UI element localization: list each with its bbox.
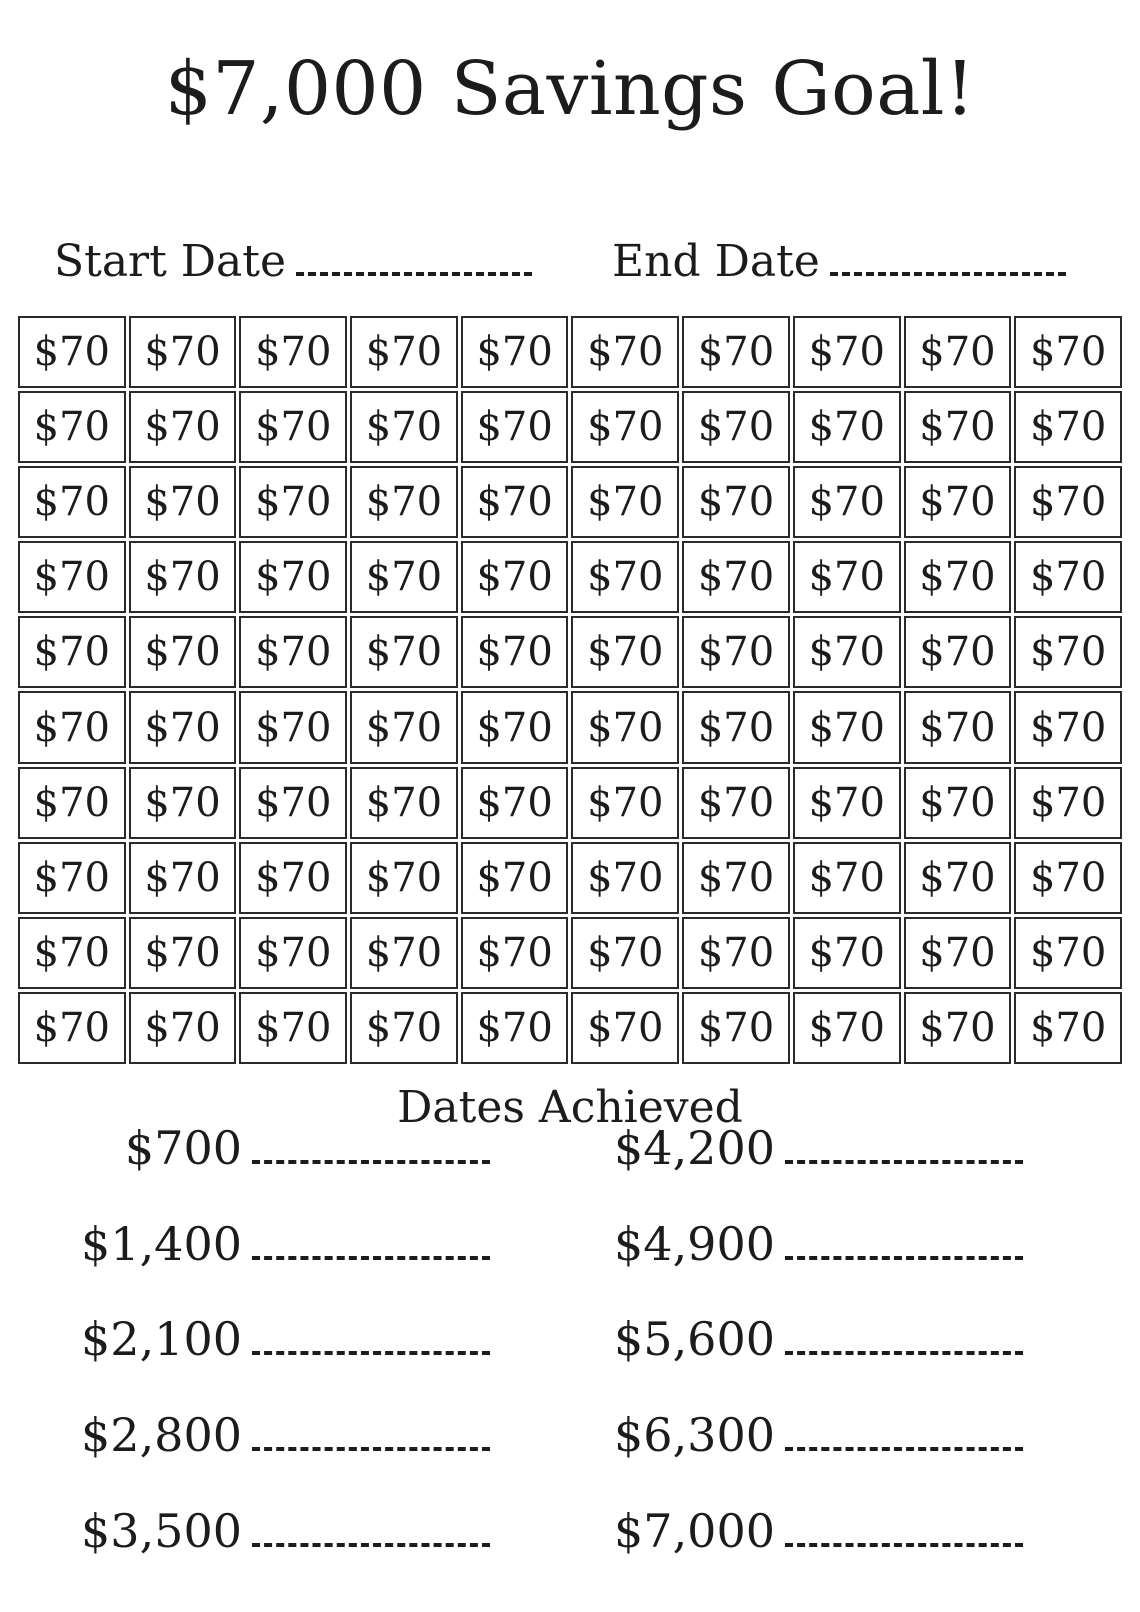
milestone-amount: $5,600 xyxy=(614,1312,775,1366)
savings-cell[interactable]: $70 xyxy=(350,767,458,839)
milestone-row xyxy=(60,1408,490,1462)
page-title: $7,000 Savings Goal! xyxy=(164,46,976,132)
savings-cell[interactable]: $70 xyxy=(350,842,458,914)
savings-cell[interactable]: $70 xyxy=(461,842,569,914)
savings-cell[interactable]: $70 xyxy=(350,616,458,688)
savings-cell[interactable]: $70 xyxy=(1014,391,1122,463)
savings-cell[interactable]: $70 xyxy=(350,691,458,763)
milestone-date-blank[interactable] xyxy=(785,1136,1023,1164)
savings-cell[interactable]: $70 xyxy=(904,992,1012,1064)
savings-cell[interactable]: $70 xyxy=(571,842,679,914)
savings-cell[interactable]: $70 xyxy=(18,691,126,763)
savings-cell[interactable]: $70 xyxy=(904,391,1012,463)
savings-cell[interactable]: $70 xyxy=(18,992,126,1064)
dates-achieved-heading: Dates Achieved xyxy=(397,1082,743,1133)
milestone-date-blank[interactable] xyxy=(785,1327,1023,1355)
milestone-date-blank[interactable] xyxy=(252,1327,490,1355)
savings-cell[interactable]: $70 xyxy=(129,842,237,914)
savings-cell[interactable]: $70 xyxy=(1014,842,1122,914)
savings-cell[interactable]: $70 xyxy=(461,391,569,463)
savings-cell[interactable]: $70 xyxy=(571,616,679,688)
savings-cell[interactable]: $70 xyxy=(904,466,1012,538)
milestone-date-blank[interactable] xyxy=(252,1232,490,1260)
milestone-date-blank[interactable] xyxy=(252,1423,490,1451)
savings-cell[interactable]: $70 xyxy=(239,691,347,763)
savings-cell[interactable]: $70 xyxy=(793,917,901,989)
savings-cell[interactable]: $70 xyxy=(571,917,679,989)
savings-cell[interactable]: $70 xyxy=(682,917,790,989)
savings-cell[interactable]: $70 xyxy=(793,541,901,613)
savings-cell[interactable]: $70 xyxy=(793,767,901,839)
savings-cell[interactable]: $70 xyxy=(461,691,569,763)
savings-cell[interactable]: $70 xyxy=(239,316,347,388)
savings-cell[interactable]: $70 xyxy=(1014,691,1122,763)
savings-cell[interactable]: $70 xyxy=(350,917,458,989)
savings-cell[interactable]: $70 xyxy=(18,541,126,613)
savings-cell[interactable]: $70 xyxy=(682,767,790,839)
savings-cell[interactable]: $70 xyxy=(682,691,790,763)
savings-cell[interactable]: $70 xyxy=(1014,316,1122,388)
milestone-amount: $2,800 xyxy=(81,1408,242,1462)
savings-cell[interactable]: $70 xyxy=(793,391,901,463)
milestone-row xyxy=(593,1504,1023,1558)
savings-cell[interactable]: $70 xyxy=(239,917,347,989)
milestone-date-blank[interactable] xyxy=(252,1519,490,1547)
savings-cell[interactable]: $70 xyxy=(239,616,347,688)
savings-cell[interactable]: $70 xyxy=(239,391,347,463)
milestone-amount: $4,900 xyxy=(614,1217,775,1271)
milestone-row xyxy=(593,1217,1023,1271)
savings-cell[interactable]: $70 xyxy=(129,466,237,538)
milestone-date-blank[interactable] xyxy=(252,1136,490,1164)
savings-cell[interactable]: $70 xyxy=(239,466,347,538)
savings-cell[interactable]: $70 xyxy=(571,391,679,463)
savings-cell[interactable]: $70 xyxy=(461,316,569,388)
savings-cell[interactable]: $70 xyxy=(793,466,901,538)
savings-cell[interactable]: $70 xyxy=(350,316,458,388)
savings-cell[interactable]: $70 xyxy=(129,541,237,613)
savings-cell[interactable]: $70 xyxy=(682,616,790,688)
savings-cell[interactable]: $70 xyxy=(904,767,1012,839)
savings-cell[interactable]: $70 xyxy=(350,541,458,613)
savings-cell[interactable]: $70 xyxy=(129,917,237,989)
milestone-date-blank[interactable] xyxy=(785,1519,1023,1547)
savings-cell[interactable]: $70 xyxy=(1014,466,1122,538)
savings-cell[interactable]: $70 xyxy=(571,691,679,763)
savings-cell[interactable]: $70 xyxy=(571,992,679,1064)
savings-cell[interactable]: $70 xyxy=(682,316,790,388)
savings-cell[interactable]: $70 xyxy=(239,767,347,839)
milestone-row xyxy=(60,1121,490,1175)
milestone-row xyxy=(60,1217,490,1271)
savings-cell[interactable]: $70 xyxy=(350,391,458,463)
milestone-row xyxy=(593,1121,1023,1175)
savings-cell[interactable]: $70 xyxy=(571,541,679,613)
savings-cell[interactable]: $70 xyxy=(1014,541,1122,613)
savings-cell[interactable]: $70 xyxy=(18,616,126,688)
savings-cell[interactable]: $70 xyxy=(571,316,679,388)
savings-cell[interactable]: $70 xyxy=(793,992,901,1064)
savings-cell[interactable]: $70 xyxy=(1014,767,1122,839)
milestone-amount: $6,300 xyxy=(614,1408,775,1462)
savings-cell[interactable]: $70 xyxy=(350,992,458,1064)
milestone-date-blank[interactable] xyxy=(785,1423,1023,1451)
savings-cell[interactable]: $70 xyxy=(461,466,569,538)
savings-cell[interactable]: $70 xyxy=(129,767,237,839)
savings-cell[interactable]: $70 xyxy=(129,691,237,763)
savings-cell[interactable]: $70 xyxy=(129,992,237,1064)
savings-cell[interactable]: $70 xyxy=(461,992,569,1064)
savings-cell[interactable]: $70 xyxy=(1014,917,1122,989)
savings-cell[interactable]: $70 xyxy=(18,767,126,839)
savings-cell[interactable]: $70 xyxy=(682,466,790,538)
milestone-row xyxy=(593,1312,1023,1366)
savings-cell[interactable]: $70 xyxy=(1014,616,1122,688)
savings-cell[interactable]: $70 xyxy=(793,691,901,763)
savings-cell[interactable]: $70 xyxy=(793,842,901,914)
savings-cell[interactable]: $70 xyxy=(793,316,901,388)
milestone-amount: $700 xyxy=(124,1121,242,1175)
savings-cell[interactable]: $70 xyxy=(904,541,1012,613)
savings-cell[interactable]: $70 xyxy=(682,842,790,914)
savings-grid xyxy=(18,316,1122,1064)
savings-cell[interactable]: $70 xyxy=(18,316,126,388)
savings-cell[interactable]: $70 xyxy=(18,842,126,914)
savings-cell[interactable]: $70 xyxy=(571,466,679,538)
savings-cell[interactable]: $70 xyxy=(682,992,790,1064)
savings-cell[interactable]: $70 xyxy=(461,541,569,613)
savings-cell[interactable]: $70 xyxy=(18,391,126,463)
milestone-date-blank[interactable] xyxy=(785,1232,1023,1260)
savings-cell[interactable]: $70 xyxy=(129,316,237,388)
milestone-amount: $3,500 xyxy=(81,1504,242,1558)
savings-cell[interactable]: $70 xyxy=(904,917,1012,989)
savings-cell[interactable]: $70 xyxy=(461,616,569,688)
milestone-amount: $1,400 xyxy=(81,1217,242,1271)
savings-cell[interactable]: $70 xyxy=(904,616,1012,688)
savings-cell[interactable]: $70 xyxy=(18,917,126,989)
savings-cell[interactable]: $70 xyxy=(239,842,347,914)
savings-cell[interactable]: $70 xyxy=(129,391,237,463)
milestone-row xyxy=(593,1408,1023,1462)
end-date-label: End Date xyxy=(612,236,820,287)
savings-cell[interactable]: $70 xyxy=(350,466,458,538)
milestone-amount: $2,100 xyxy=(81,1312,242,1366)
savings-cell[interactable]: $70 xyxy=(904,842,1012,914)
savings-cell[interactable]: $70 xyxy=(129,616,237,688)
start-date-row xyxy=(54,236,532,287)
milestone-amount: $4,200 xyxy=(614,1121,775,1175)
savings-cell[interactable]: $70 xyxy=(239,541,347,613)
milestone-row xyxy=(60,1504,490,1558)
savings-cell[interactable]: $70 xyxy=(904,316,1012,388)
savings-cell[interactable]: $70 xyxy=(18,466,126,538)
start-date-blank[interactable] xyxy=(296,250,532,276)
savings-cell[interactable]: $70 xyxy=(571,767,679,839)
savings-cell[interactable]: $70 xyxy=(1014,992,1122,1064)
start-date-label: Start Date xyxy=(54,236,286,287)
end-date-row xyxy=(612,236,1066,287)
savings-cell[interactable]: $70 xyxy=(461,917,569,989)
savings-cell[interactable]: $70 xyxy=(682,541,790,613)
savings-cell[interactable]: $70 xyxy=(461,767,569,839)
savings-cell[interactable]: $70 xyxy=(904,691,1012,763)
end-date-blank[interactable] xyxy=(830,250,1066,276)
milestone-amount: $7,000 xyxy=(614,1504,775,1558)
milestone-row xyxy=(60,1312,490,1366)
savings-cell[interactable]: $70 xyxy=(239,992,347,1064)
savings-cell[interactable]: $70 xyxy=(682,391,790,463)
savings-cell[interactable]: $70 xyxy=(793,616,901,688)
